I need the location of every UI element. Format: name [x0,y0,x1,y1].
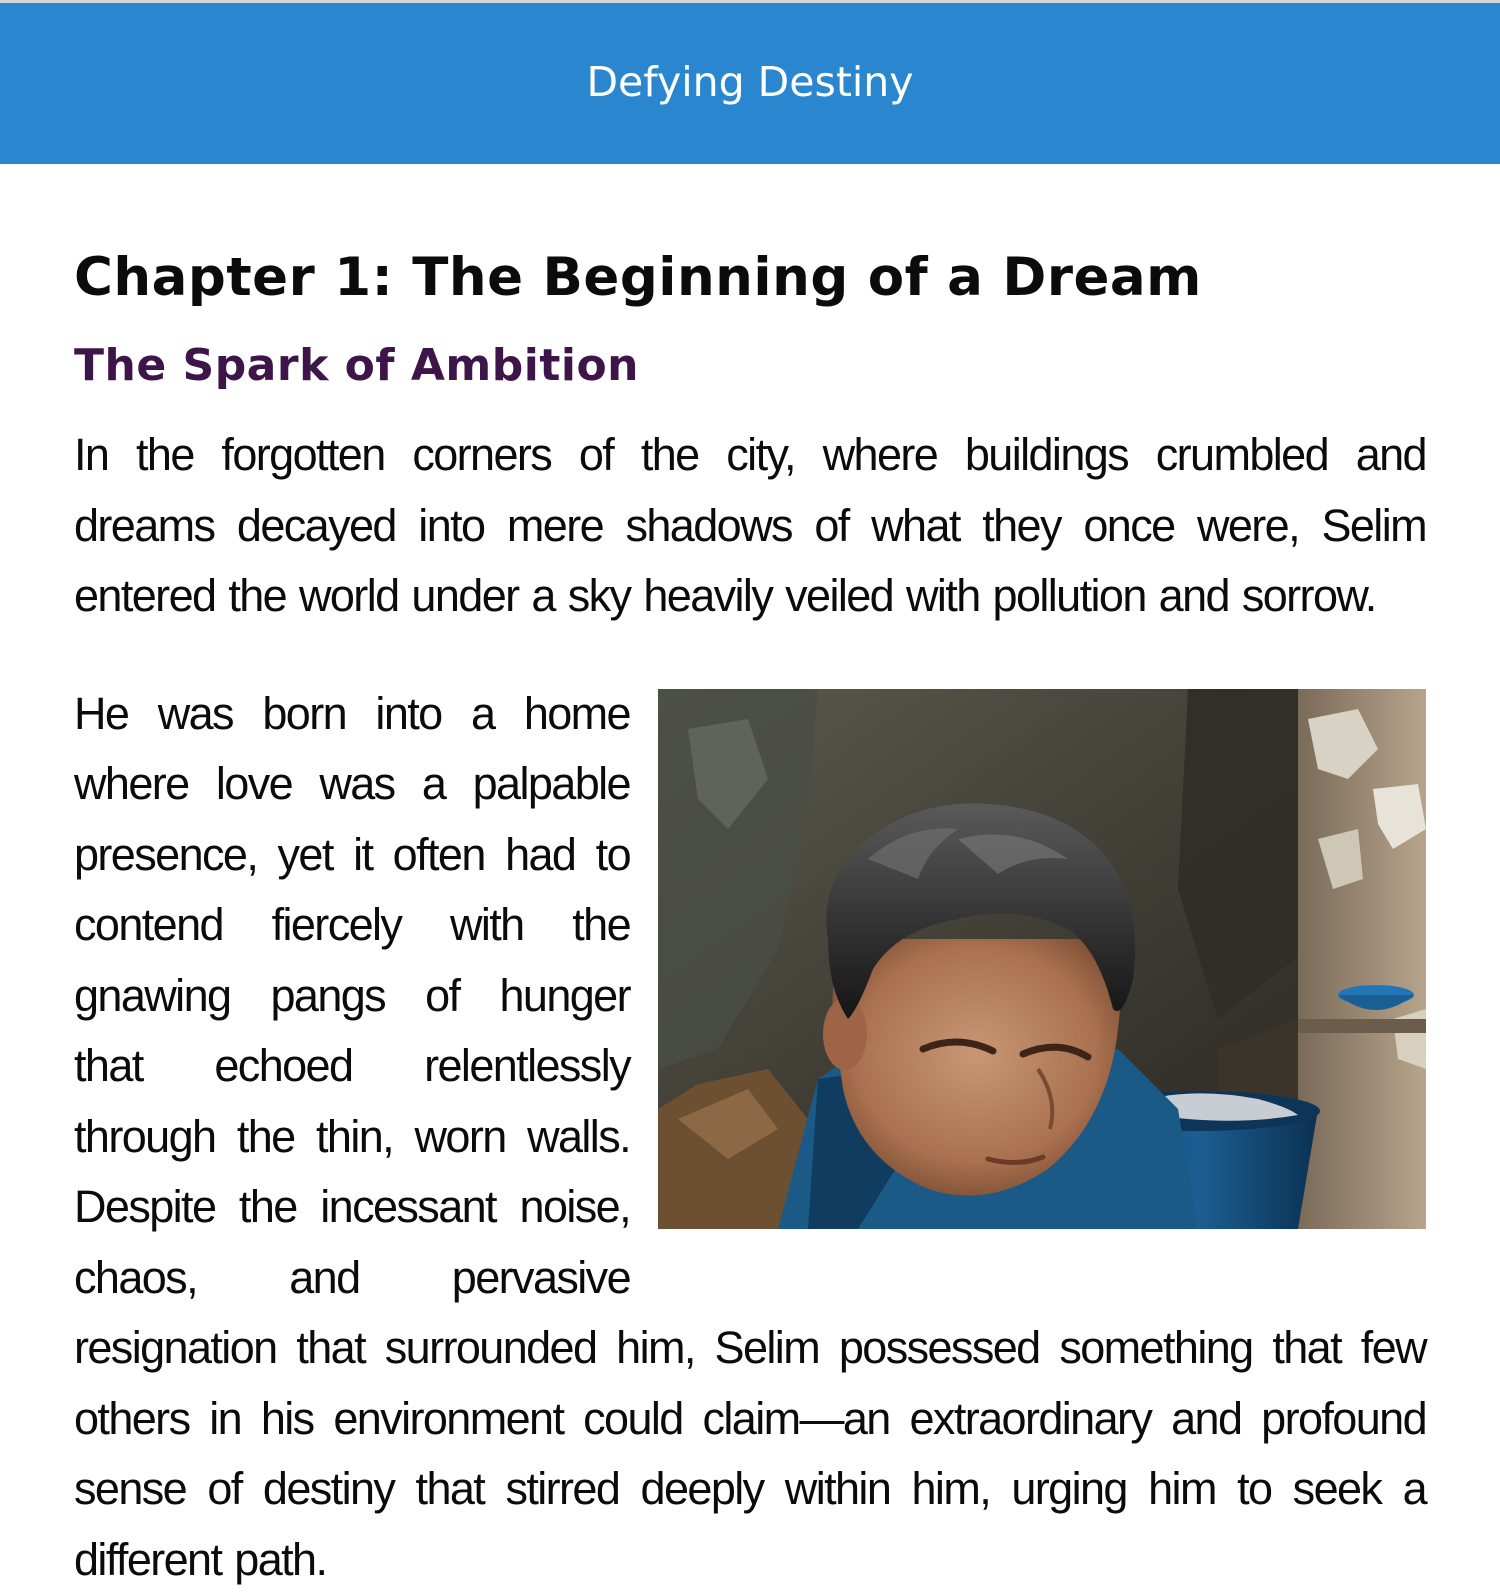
book-header [0,3,1500,164]
boy-illustration [658,689,1426,1229]
chapter-title: Chapter 1: The Beginning of a Dream [74,242,1426,314]
book-title: Defying Destiny [586,62,913,103]
chapter-content [74,242,1426,1595]
paragraph-2-text: He was born into a home where love was a palpable presence, yet it often had to contend fiercely with the gnawing pangs of hunger that echoed relentlessly through the thin, worn walls. Despite the incessant noise, chaos, and pervasive resignation that surrounded him, Selim possessed something that few others in his environment could claim—an extraordinary and profound sense of destiny that stirred deeply within him, urging him to seek a different path. [74,688,1426,1585]
paragraph-1: In the forgotten corners of the city, where buildings crumbled and dreams decayed into mere shadows of what they once were, Selim entered the world under a sky heavily veiled with pollution and sorrow. [74,420,1426,632]
section-title: The Spark of Ambition [74,336,1426,396]
paragraph-2-block [74,679,1426,1595]
paragraph-2 [74,679,1426,1595]
boy-illustration-graphic [658,689,1426,1229]
